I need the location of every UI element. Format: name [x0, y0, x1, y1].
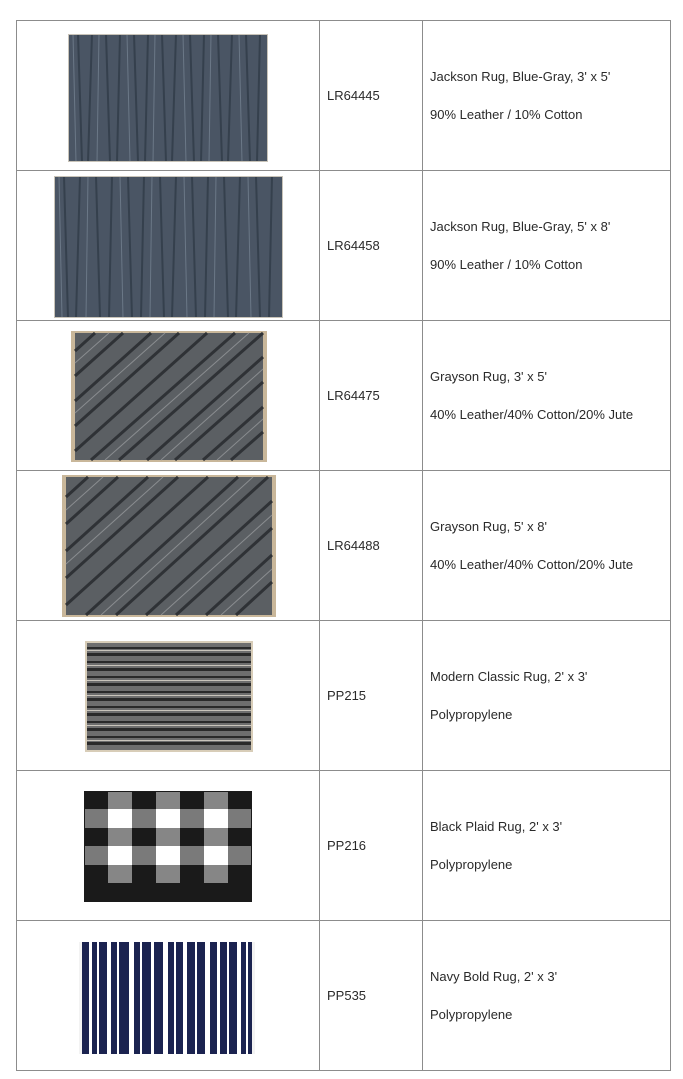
navy-bold-rug-image [79, 942, 255, 1054]
product-name: Modern Classic Rug, 2' x 3' [430, 669, 588, 684]
product-table [16, 20, 671, 1071]
sku-cell [320, 921, 423, 1070]
product-material: Polypropylene [430, 857, 513, 872]
product-image-cell [17, 21, 320, 170]
description-cell [423, 171, 671, 320]
product-image-cell [17, 171, 320, 320]
product-name: Grayson Rug, 5' x 8' [430, 519, 547, 534]
jackson-rug-image [54, 176, 283, 318]
sku-cell [320, 171, 423, 320]
product-material: 40% Leather/40% Cotton/20% Jute [430, 407, 634, 422]
modern-classic-rug-image [85, 641, 253, 752]
product-material: 40% Leather/40% Cotton/20% Jute [430, 557, 634, 572]
sku-cell [320, 471, 423, 620]
jackson-rug-image [68, 34, 268, 162]
product-image-cell [17, 621, 320, 770]
sku-cell [320, 771, 423, 920]
sku-label: LR64458 [327, 238, 380, 253]
product-name: Navy Bold Rug, 2' x 3' [430, 969, 558, 984]
product-name: Grayson Rug, 3' x 5' [430, 369, 547, 384]
product-material: Polypropylene [430, 1007, 513, 1022]
product-material: 90% Leather / 10% Cotton [430, 257, 583, 272]
product-image-cell [17, 471, 320, 620]
product-name: Black Plaid Rug, 2' x 3' [430, 819, 563, 834]
table-row [17, 921, 671, 1071]
product-image-cell [17, 771, 320, 920]
sku-label: PP215 [327, 688, 367, 703]
description-cell [423, 321, 671, 470]
product-image-cell [17, 921, 320, 1070]
table-row [17, 471, 671, 621]
table-row [17, 621, 671, 771]
product-material: 90% Leather / 10% Cotton [430, 107, 583, 122]
black-plaid-rug-image [84, 791, 252, 902]
table-row [17, 321, 671, 471]
table-row [17, 771, 671, 921]
sku-label: LR64475 [327, 388, 380, 403]
grayson-rug-image [71, 331, 267, 462]
table-row [17, 21, 671, 171]
product-material: Polypropylene [430, 707, 513, 722]
grayson-rug-image [62, 475, 276, 617]
description-cell [423, 21, 671, 170]
product-name: Jackson Rug, Blue-Gray, 3' x 5' [430, 69, 611, 84]
product-name: Jackson Rug, Blue-Gray, 5' x 8' [430, 219, 611, 234]
sku-cell [320, 621, 423, 770]
description-cell [423, 921, 671, 1070]
table-row [17, 171, 671, 321]
sku-cell [320, 321, 423, 470]
sku-label: PP535 [327, 988, 367, 1003]
sku-label: LR64445 [327, 88, 380, 103]
sku-label: PP216 [327, 838, 367, 853]
description-cell [423, 771, 671, 920]
description-cell [423, 621, 671, 770]
sku-cell [320, 21, 423, 170]
sku-label: LR64488 [327, 538, 380, 553]
description-cell [423, 471, 671, 620]
product-image-cell [17, 321, 320, 470]
